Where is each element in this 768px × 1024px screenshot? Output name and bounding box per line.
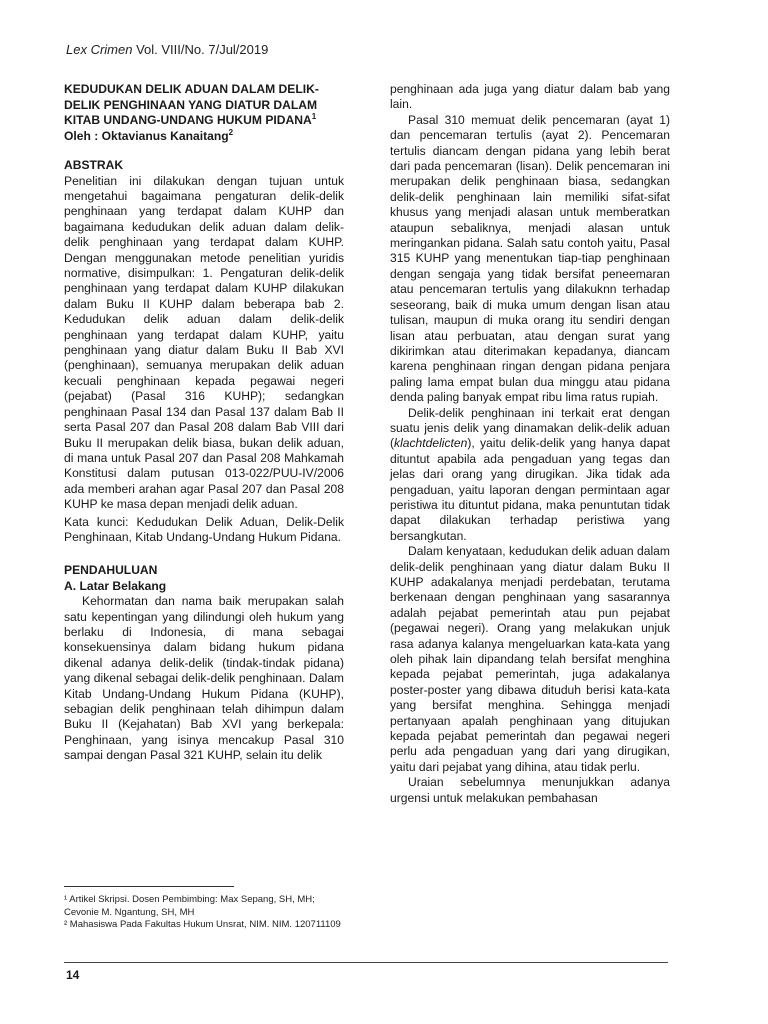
title-line-1: KEDUDUKAN DELIK ADUAN DALAM DELIK- [64,82,319,96]
paper-title [64,82,344,129]
journal-name: Lex Crimen [66,42,133,57]
paragraph-uraian: Uraian sebelumnya menunjukkan adanya urgensi untuk melakukan pembahasan [390,775,670,805]
section-heading-intro: PENDAHULUAN [64,563,158,578]
title-footnote-marker: 1 [311,112,317,122]
paragraph-delik-aduan [390,406,670,545]
title-line-3: KITAB UNDANG-UNDANG HUKUM PIDANA [64,113,312,128]
footnote-divider [64,886,234,887]
subsection-heading-background: A. Latar Belakang [64,578,167,593]
running-header [66,42,268,57]
footnote-1: ¹ Artikel Skripsi. Dosen Pembimbing: Max Sepang, SH, MH; Cevonie M. Ngantung, SH, MH [64,894,315,918]
klachtdelicten-term: klachtdelicten [394,436,468,451]
continued-paragraph: penghinaan ada juga yang diatur dalam bab yang lain. [390,82,670,112]
paragraph-kenyataan: Dalam kenyataan, kedudukan delik aduan dalam delik-delik penghinaan yang diatur dalam Buku II KUHP adakalanya menjadi perdebatan, terutama berkenaan dengan penghinaan yang sasarannya adalah pejabat pemerintah atau pun pejabat (pegawai negeri). Orang yang melakukan unjuk rasa adanya kalanya mengeluarkan kata-kata yang oleh pihak lain dipandang telah bersifat menghina kepada pejabat pemerintah, juga adakalanya poster-poster yang dibawa dituduh berisi kata-kata yang bersifat menghina. Sehingga menjadi pertanyaan apalah penghinaan yang ditujukan kepada pejabat pemerintah dan pegawai negeri perlu ada pengaduan yang dari yang dirugikan, yaitu dari pejabat yang dihina, atau tidak perlu. [390,544,670,774]
footnote-2: ² Mahasiswa Pada Fakultas Hukum Unsrat, NIM. NIM. 120711109 [64,919,341,930]
journal-issue: Vol. VIII/No. 7/Jul/2019 [136,42,269,57]
author-name: Oleh : Oktavianus Kanaitang [64,128,229,143]
intro-paragraph-1: Kehormatan dan nama baik merupakan salah satu kepentingan yang dilindungi oleh hukum yang berlaku di Indonesia, di mana sebagai konsekuensinya dalam bidang hukum pidana dikenal adanya delik-delik (tindak-tindak pidana) yang dikenal sebagai delik-delik penghinaan. Dalam Kitab Undang-Undang Hukum Pidana (KUHP), sebagian delik penghinaan telah dihimpun dalam Buku II (Kejahatan) Bab XVI yang berkepala: Penghinaan, yang isinya mencakup Pasal 310 sampai dengan Pasal 321 KUHP, selain itu delik [64,594,344,763]
keywords: Kata kunci: Kedudukan Delik Aduan, Delik-Delik Penghinaan, Kitab Undang-Undang Hukum Pidana. [64,514,344,544]
abstract-text: Penelitian ini dilakukan dengan tujuan untuk mengetahui bagaimana pengaturan delik-delik penghinaan yang terdapat dalam KUHP dan bagaimana kedudukan delik aduan dalam delik-delik penghinaan yang terdapat dalam KUHP. Dengan menggunakan metode penelitian yuridis normative, disimpulkan: 1. Pengaturan delik-delik penghinaan yang terdapat dalam KUHP dilakukan dalam Buku II KUHP dalam beberapa bab 2. Kedudukan delik aduan dalam delik-delik penghinaan yang terdapat dalam KUHP, yaitu penghinaan yang diatur dalam Buku II Bab XVI (penghinaan), semuanya merupakan delik aduan kecuali penghinaan kepada pegawai negeri (pejabat) (Pasal 316 KUHP); sedangkan penghinaan Pasal 134 dan Pasal 137 dalam Bab II serta Pasal 207 dan Pasal 208 dalam Bab VIII dari Buku II merupakan delik biasa, bukan delik aduan, di mana untuk Pasal 207 dan Pasal 208 Mahkamah Konstitusi dalam putusan 013-022/PUU-IV/2006 ada memberi arahan agar Pasal 207 dan Pasal 208 KUHP ke masa depan menjadi delik aduan. [64,173,344,512]
paragraph-delik-aduan-part-2: ), yaitu delik-delik yang hanya dapat dituntut apabila ada pengaduan yang tegas dan jelas dari orang yang dirugikan. Jika tidak ada pengaduan, yaitu laporan dengan permintaan agar peristiwa itu dituntut pidana, maka penuntutan tidak dapat dilakukan terhadap peristiwa yang bersangkutan. [390,436,670,543]
author-line [64,129,344,144]
left-column [64,82,344,764]
title-line-2: DELIK PENGHINAAN YANG DIATUR DALAM [64,97,318,112]
abstract-heading: ABSTRAK [64,158,124,173]
page-footer-divider [64,962,668,963]
paragraph-pasal-310: Pasal 310 memuat delik pencemaran (ayat 1) dan pencemaran tertulis (ayat 2). Pencemaran tertulis diancam dengan pidana yang lebih berat dari pada pencemaran (lisan). Delik pencemaran ini merupakan delik penghinaan biasa, sedangkan delik-delik penghinaan lain memiliki sifat-sifat khusus yang menjadi alasan untuk memberatkan ataupun sebaliknya, menjadi alasan untuk meringankan pidana. Salah satu contoh yaitu, Pasal 315 KUHP yang menentukan tiap-tiap penghinaan dengan sengaja yang tidak bersifat peneemaran atau pencemaran tertulis yang dilakuknn terhadap seseorang, baik di muka umum dengan lisan atau tulisan, maupun di muka orang itu sendiri dengan lisan atau perbuatan, atau dengan surat yang dikirimkan atau diterimakan kepadanya, diancam karena penghinaan ringan dengan pidana penjara paling lama empat bulan dua minggu atau pidana denda paling banyak empat ribu lima ratus rupiah. [390,112,670,405]
footnotes [64,894,344,932]
paragraph-delik-aduan-part-1: Delik-delik penghinaan ini terkait erat dengan suatu jenis delik yang dinamakan delik-delik aduan ( [390,405,670,451]
page-number: 14 [66,968,80,982]
right-column [390,82,670,806]
author-footnote-marker: 2 [228,127,234,137]
